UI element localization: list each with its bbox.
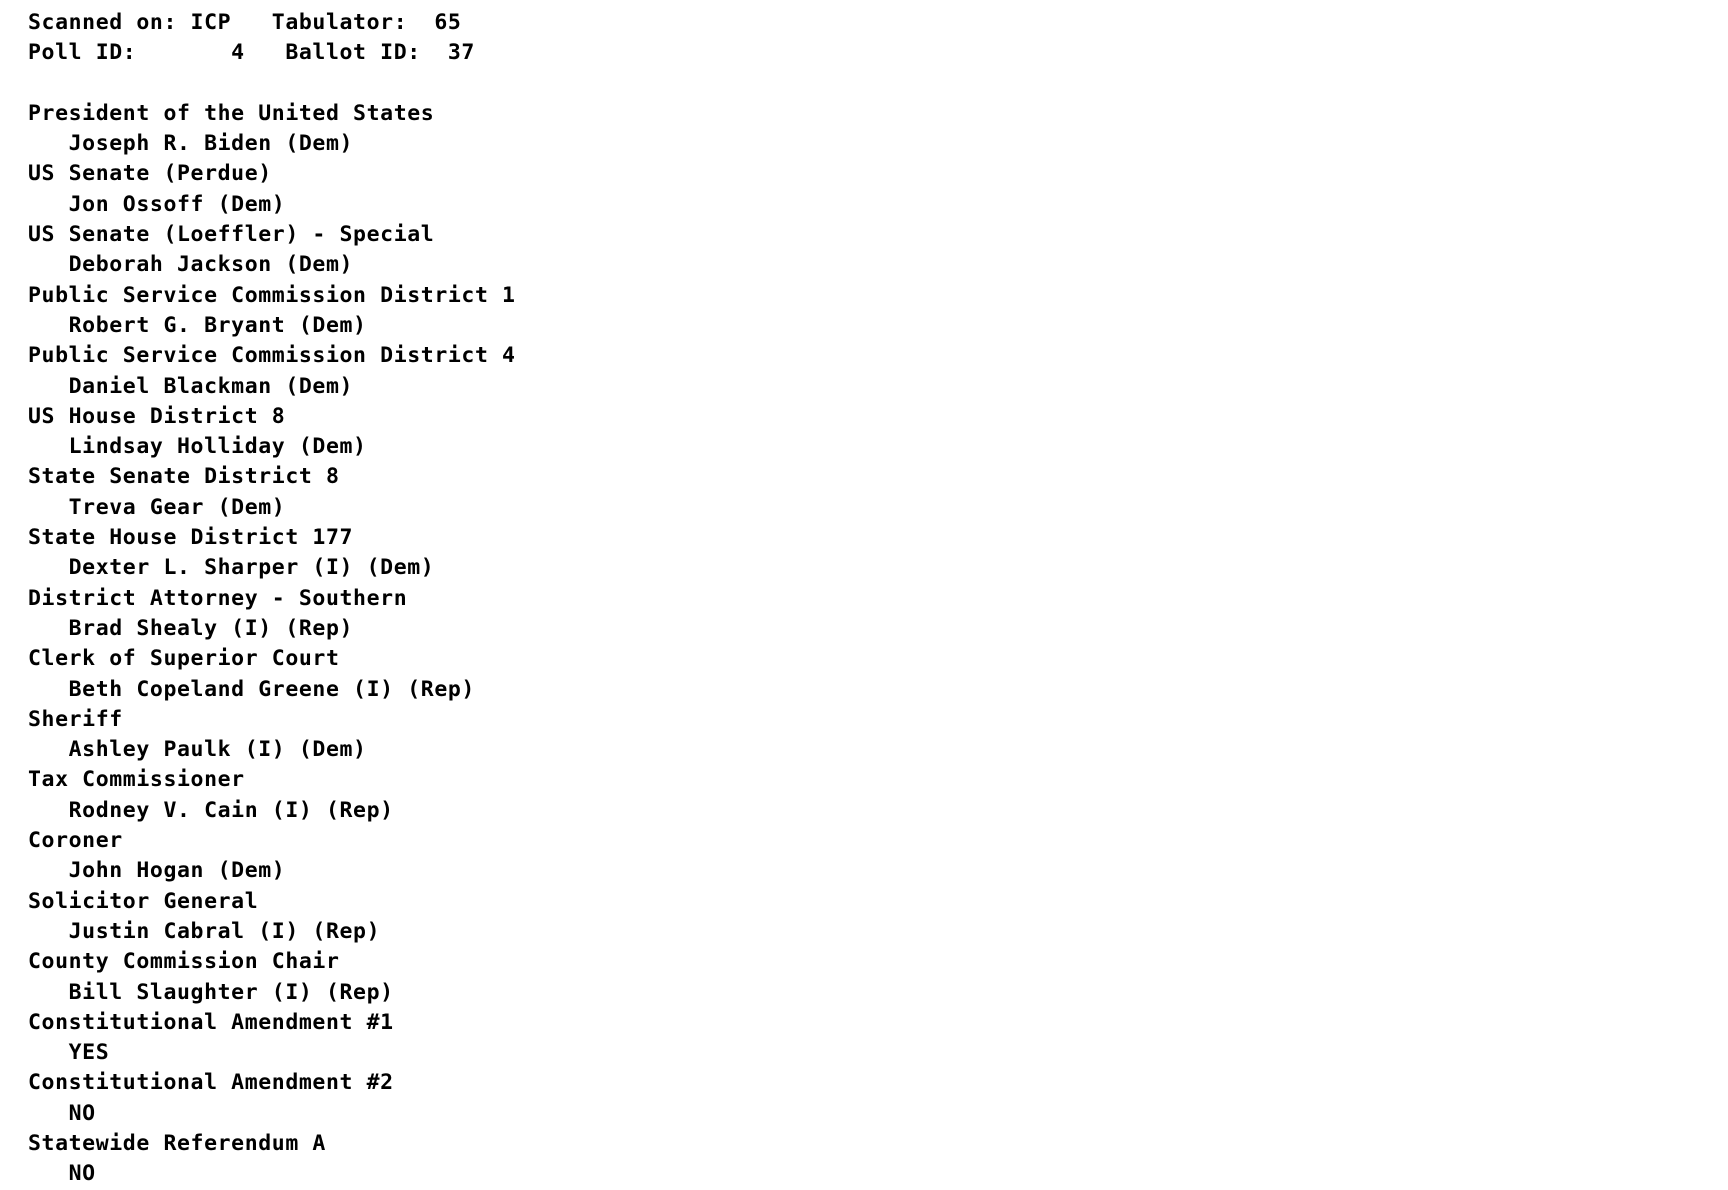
contest-title: Public Service Commission District 1 [28,282,516,308]
contest-choice: Joseph R. Biden (Dem) [28,131,354,157]
spacer [28,69,1728,99]
contest-title: Constitutional Amendment #1 [28,1009,394,1035]
contest-title: Coroner [28,828,123,854]
contest-title: Public Service Commission District 4 [28,343,516,369]
contest-choice: Jon Ossoff (Dem) [28,191,286,217]
contest-title: Clerk of Superior Court [28,646,340,672]
contest-title: Constitutional Amendment #2 [28,1070,394,1096]
contest-title: Sheriff [28,706,123,732]
contest-choice: Brad Shealy (I) (Rep) [28,615,354,641]
contest-title: Statewide Referendum A [28,1130,326,1156]
contest-choice: Lindsay Holliday (Dem) [28,434,367,460]
contest-choice: John Hogan (Dem) [28,858,286,884]
contest-choice: Dexter L. Sharper (I) (Dem) [28,555,435,581]
contest-choice: Beth Copeland Greene (I) (Rep) [28,676,475,702]
contest-title: US House District 8 [28,403,286,429]
poll-ballot-id-line: Poll ID: 4 Ballot ID: 37 [28,40,475,66]
contest-choice: Treva Gear (Dem) [28,494,286,520]
contest-title: State Senate District 8 [28,464,340,490]
contest-choice: Ashley Paulk (I) (Dem) [28,737,367,763]
contest-choice: Rodney V. Cain (I) (Rep) [28,797,394,823]
contest-choice: YES [28,1040,110,1066]
contest-title: District Attorney - Southern [28,585,408,611]
contest-choice: NO [28,1100,96,1126]
contest-title: County Commission Chair [28,949,340,975]
contest-title: Tax Commissioner [28,767,245,793]
scanned-on-line: Scanned on: ICP Tabulator: 65 [28,10,462,35]
contest-title: President of the United States [28,100,435,126]
contest-title: US Senate (Perdue) [28,161,272,187]
contest-choice: NO [28,1161,96,1187]
contest-choice: Justin Cabral (I) (Rep) [28,918,381,944]
contest-title: State House District 177 [28,525,354,551]
contest-choice: Deborah Jackson (Dem) [28,252,354,278]
contest-choice: Daniel Blackman (Dem) [28,373,354,399]
contest-choice: Bill Slaughter (I) (Rep) [28,979,394,1005]
contest-title: Solicitor General [28,888,259,914]
contest-choice: Robert G. Bryant (Dem) [28,312,367,338]
contest-title: US Senate (Loeffler) - Special [28,222,435,248]
